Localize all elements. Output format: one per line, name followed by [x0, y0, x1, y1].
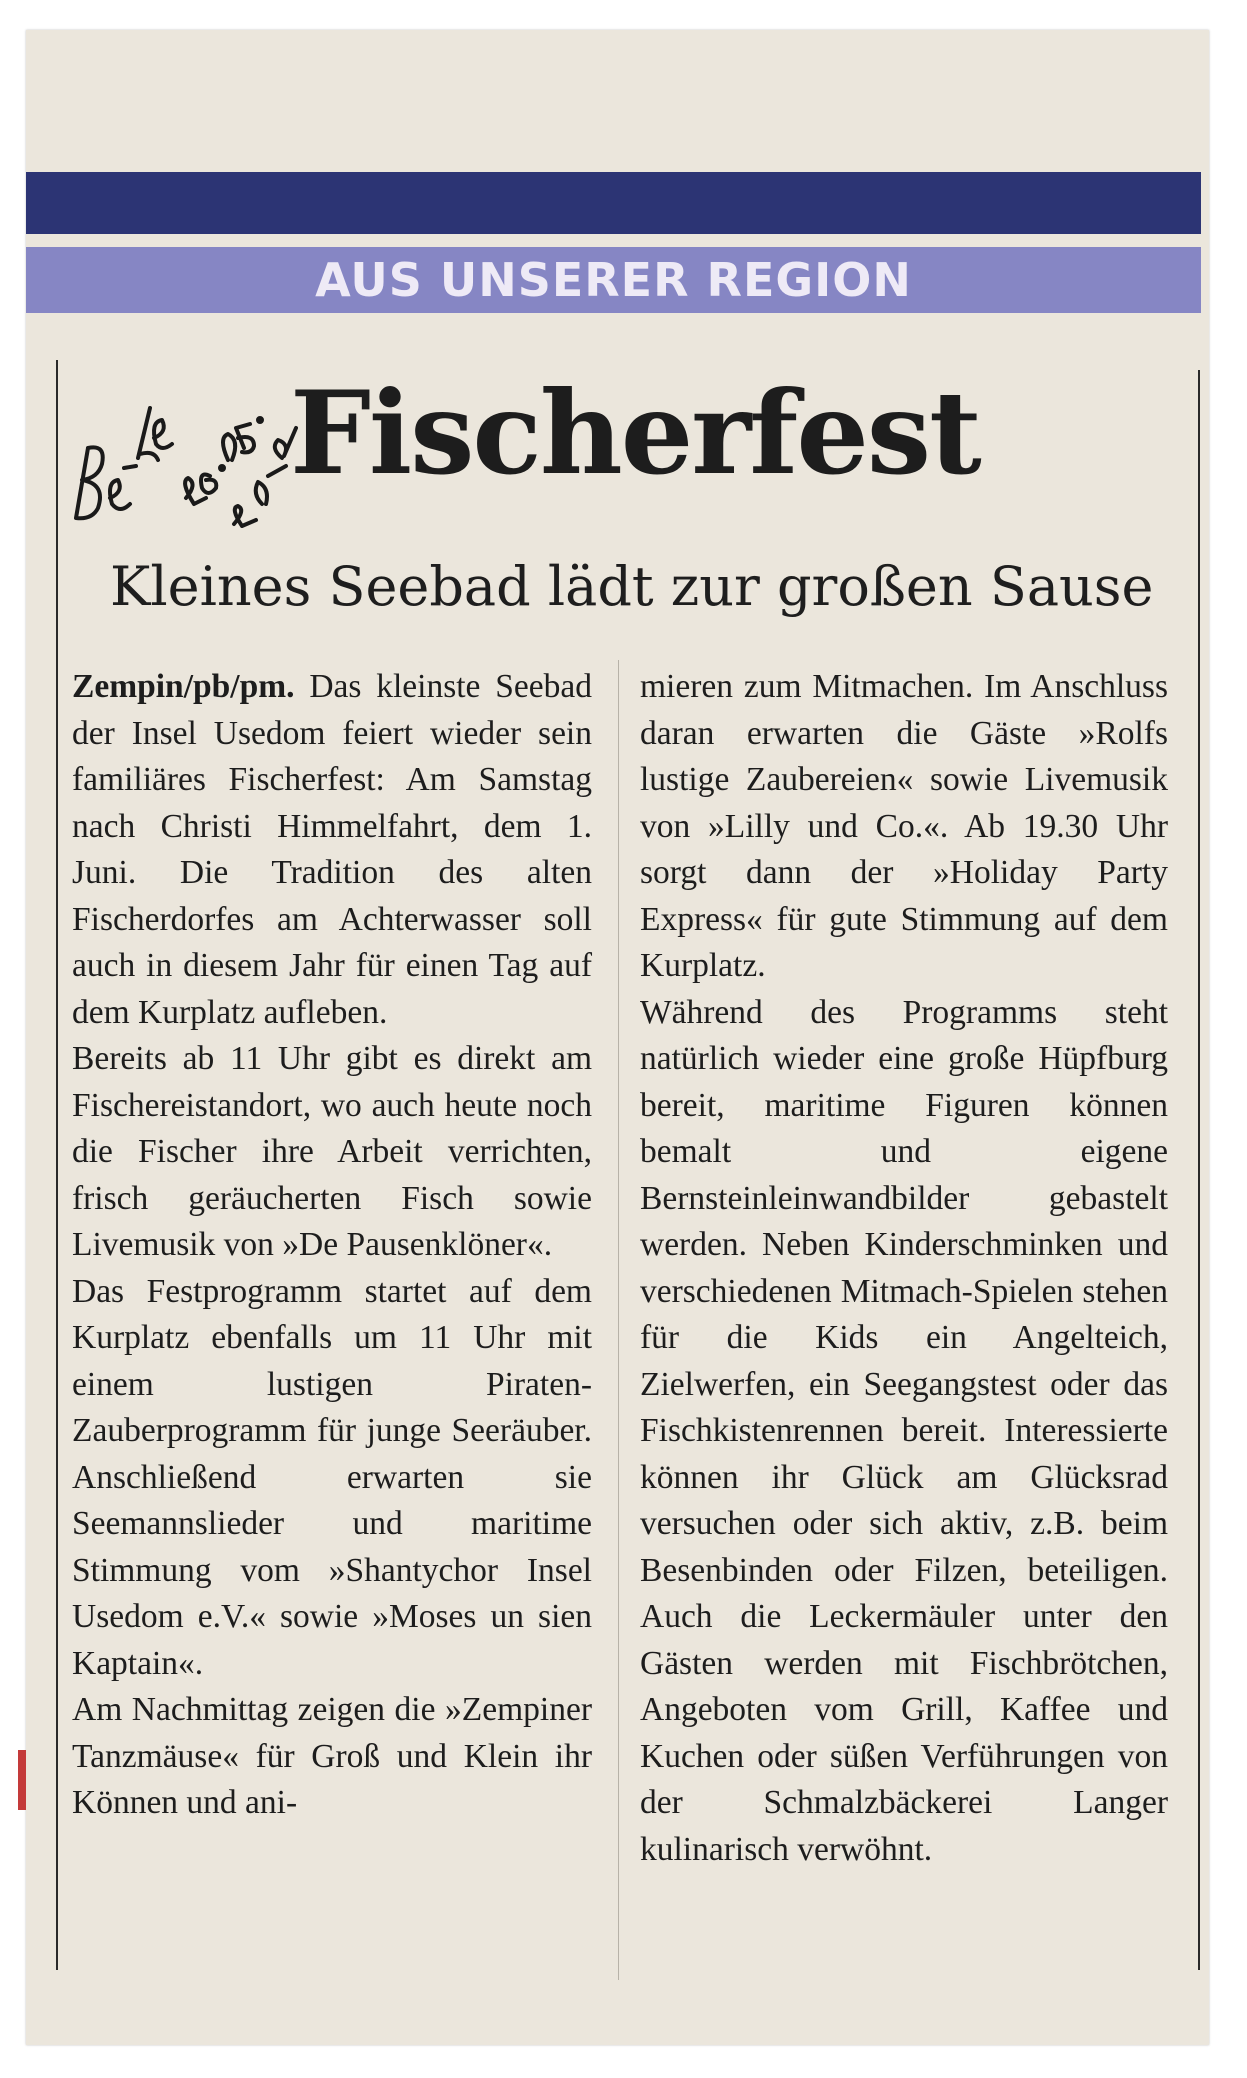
article-headline: Fischerfest [290, 366, 980, 500]
paragraph-text: Das kleinste Seebad der Insel Usedom feiert wieder sein familiäres Fischerfest: Am Samstag nach Christi Himmelfahrt, dem 1. Juni. Die Tradition des alten Fischerdorfes am Achterwasser soll auch in diesem Jahr für einen Tag auf dem Kurplatz aufleben. [72, 668, 592, 1031]
handwritten-note [58, 348, 298, 528]
column-rule-middle [618, 660, 619, 1980]
article-paragraph: mieren zum Mitmachen. Im Anschluss daran erwarten die Gäste »Rolfs lustige Zaubereien« sowie Livemusik von »Lilly und Co.«. Ab 19.30 Uhr sorgt dann der »Holiday Party Express« für gute Stimmung auf dem Kurplatz. [640, 668, 1168, 984]
article-paragraph: Das Festprogramm startet auf dem Kurplatz ebenfalls um 11 Uhr mit einem lustigen Piraten-Zauberprogramm für junge Seeräuber. Anschließend erwarten sie Seemannslieder und maritime Stimmung vom »Shantychor Insel Usedom e.V.« sowie »Moses un sien Kaptain«. [72, 1272, 592, 1682]
article-paragraph: Während des Programms steht natürlich wieder eine große Hüpfburg bereit, maritime Figuren können bemalt und eigene Bernsteinleinwandbilder gebastelt werden. Neben Kinderschminken und verschiedenen Mitmach-Spielen stehen für die Kids ein Angelteich, Zielwerfen, ein Seegangstest oder das Fischkistenrennen bereit. Interessierte können ihr Glück am Glücksrad versuchen oder sich aktiv, z.B. beim Besenbinden oder Filzen, beteiligen. Auch die Leckermäuler unter den Gästen werden mit Fischbrötchen, Angeboten vom Grill, Kaffee und Kuchen oder süßen Verführungen von der Schmalzbäckerei Langer kulinarisch verwöhnt. [640, 993, 1168, 1868]
article-column-right [640, 664, 1168, 1873]
article-paragraph: Am Nachmittag zeigen die »Zempiner Tanzmäuse« für Groß und Klein ihr Können und ani- [72, 1691, 592, 1821]
article-subheadline: Kleines Seebad lädt zur großen Sause [110, 555, 1154, 618]
article-paragraph [72, 664, 592, 1036]
article-paragraph: Bereits ab 11 Uhr gibt es direkt am Fischereistandort, wo auch heute noch die Fischer ihre Arbeit verrichten, frisch geräucherten Fisch sowie Livemusik von »De Pausenklöner«. [72, 1040, 592, 1263]
article-column-left [72, 664, 592, 1827]
column-rule-right [1198, 370, 1200, 1970]
article-dateline: Zempin/pb/pm. [72, 668, 295, 705]
section-label: AUS UNSERER REGION [315, 253, 912, 307]
column-rule-left [56, 360, 58, 1970]
red-edge-mark [18, 1750, 26, 1810]
header-band-dark [26, 172, 1201, 234]
